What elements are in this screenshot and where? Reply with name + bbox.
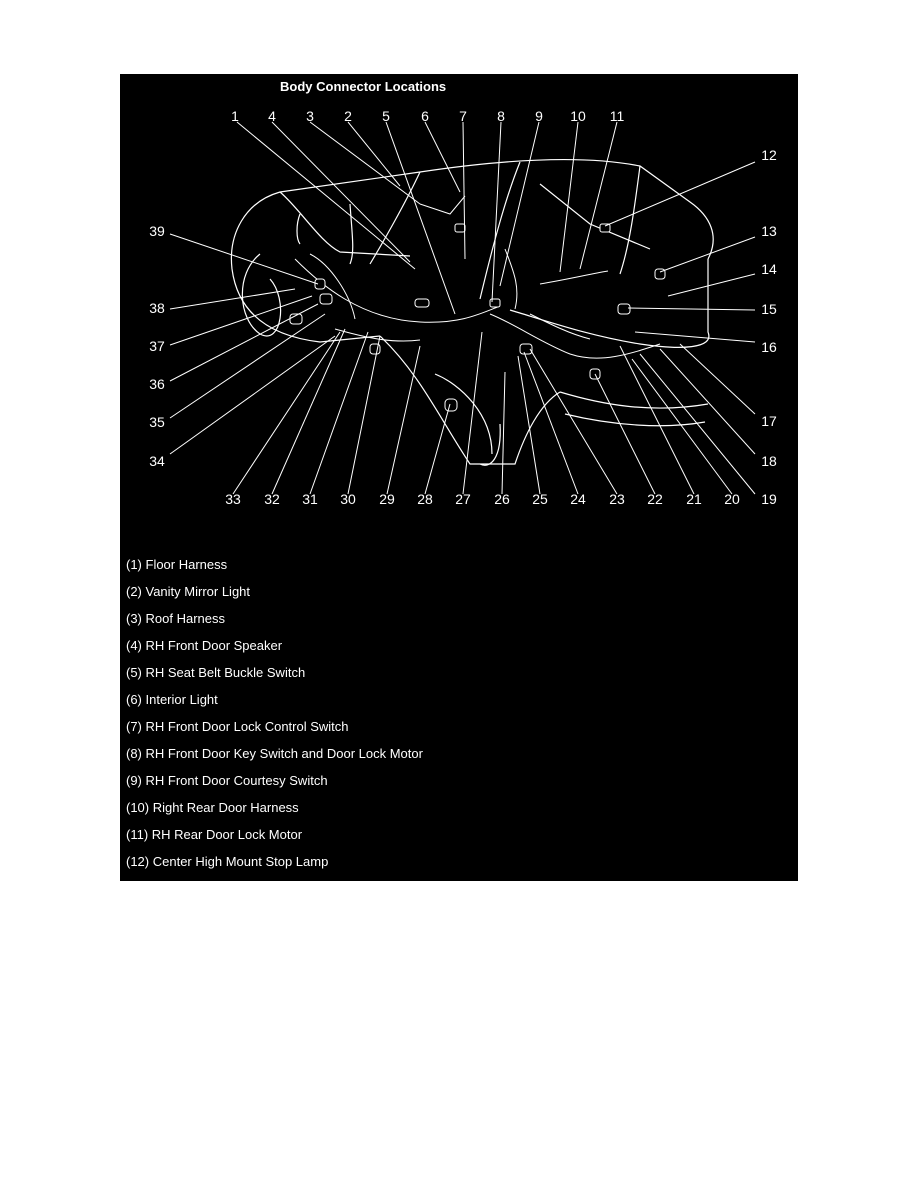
legend-item: (10) Right Rear Door Harness (126, 800, 299, 815)
legend-item: (7) RH Front Door Lock Control Switch (126, 719, 349, 734)
callout-3: 3 (306, 108, 314, 124)
callout-39: 39 (149, 223, 165, 239)
callout-15: 15 (761, 301, 777, 317)
leader-lines (170, 122, 755, 494)
callout-14: 14 (761, 261, 777, 277)
callout-20: 20 (724, 491, 740, 507)
legend-item: (5) RH Seat Belt Buckle Switch (126, 665, 306, 680)
callout-16: 16 (761, 339, 777, 355)
legend-item: (9) RH Front Door Courtesy Switch (126, 773, 328, 788)
legend-item: (6) Interior Light (126, 692, 218, 707)
callout-23: 23 (609, 491, 625, 507)
callout-26: 26 (494, 491, 510, 507)
callout-27: 27 (455, 491, 471, 507)
callout-22: 22 (647, 491, 663, 507)
callout-4: 4 (268, 108, 276, 124)
callout-2: 2 (344, 108, 352, 124)
callout-11: 11 (609, 108, 625, 124)
callout-31: 31 (302, 491, 318, 507)
callout-18: 18 (761, 453, 777, 469)
legend-item: (3) Roof Harness (126, 611, 225, 626)
legend-list (126, 557, 423, 881)
callout-29: 29 (379, 491, 395, 507)
callout-9: 9 (535, 108, 543, 124)
legend-item: (8) RH Front Door Key Switch and Door Lock Motor (126, 746, 423, 761)
callout-8: 8 (497, 108, 505, 124)
callout-35: 35 (149, 414, 165, 430)
callout-34: 34 (149, 453, 165, 469)
car-diagram (120, 74, 798, 524)
callout-37: 37 (149, 338, 165, 354)
callout-38: 38 (149, 300, 165, 316)
callout-28: 28 (417, 491, 433, 507)
callout-19: 19 (761, 491, 777, 507)
legend-item: (11) RH Rear Door Lock Motor (126, 827, 303, 842)
legend-item: (2) Vanity Mirror Light (126, 584, 251, 599)
callout-5: 5 (382, 108, 390, 124)
callout-30: 30 (340, 491, 356, 507)
callout-24: 24 (570, 491, 586, 507)
callout-25: 25 (532, 491, 548, 507)
callout-1: 1 (231, 108, 239, 124)
car-body (231, 159, 713, 465)
callout-7: 7 (459, 108, 467, 124)
callout-36: 36 (149, 376, 165, 392)
wire-harness (295, 196, 660, 358)
callout-33: 33 (225, 491, 241, 507)
legend-item: (1) Floor Harness (126, 557, 228, 572)
callout-32: 32 (264, 491, 280, 507)
legend-item: (12) Center High Mount Stop Lamp (126, 854, 329, 869)
callout-12: 12 (761, 147, 777, 163)
callout-13: 13 (761, 223, 777, 239)
diagram-title: Body Connector Locations (280, 79, 447, 94)
legend-item: (4) RH Front Door Speaker (126, 638, 283, 653)
callout-17: 17 (761, 413, 777, 429)
callout-21: 21 (686, 491, 702, 507)
callout-10: 10 (570, 108, 586, 124)
diagram-panel (120, 74, 798, 881)
callout-6: 6 (421, 108, 429, 124)
